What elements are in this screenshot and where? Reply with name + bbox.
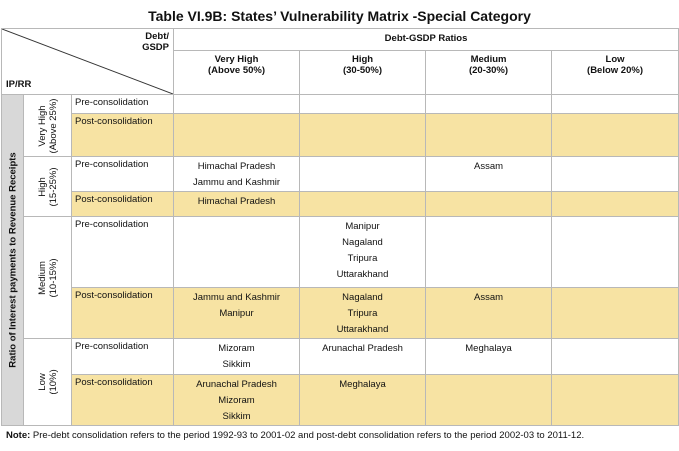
- cell: [552, 288, 679, 339]
- col-header-medium: [426, 51, 552, 95]
- cell-states: [174, 288, 300, 339]
- corner-header: [2, 29, 174, 95]
- group-label-text: [37, 98, 59, 153]
- col-header-label: High: [351, 54, 374, 65]
- stage-post: Post-consolidation: [72, 114, 174, 157]
- cell-states: [300, 339, 426, 375]
- col-header-range: (30-50%): [342, 65, 383, 76]
- group-label-text: [37, 258, 59, 297]
- cell: [552, 375, 679, 426]
- stage-pre: Pre-consolidation: [72, 157, 174, 192]
- state-name: Mizoram: [218, 395, 255, 406]
- group-label-medium: [24, 217, 72, 339]
- state-name: Uttarakhand: [336, 324, 389, 335]
- cell-states: [426, 339, 552, 375]
- group-label-line2: (10-15%): [47, 257, 59, 298]
- stage-post: Post-consolidation: [72, 288, 174, 339]
- col-header-label: Medium: [470, 54, 507, 65]
- corner-debt-gsdp-label: [142, 31, 169, 53]
- state-name: Tripura: [347, 308, 378, 319]
- corner-ip-rr-label: IP/RR: [6, 79, 32, 90]
- group-label-very-high: [24, 95, 72, 157]
- cell: [426, 375, 552, 426]
- cell-states: [300, 375, 426, 426]
- group-label-line2: (15-25%): [47, 166, 59, 207]
- state-name: Sikkim: [222, 359, 251, 370]
- row-axis-label-cell: [2, 95, 24, 426]
- state-name: Himachal Pradesh: [197, 161, 276, 172]
- cell: [426, 95, 552, 114]
- cell: [552, 217, 679, 288]
- col-header-very-high: [174, 51, 300, 95]
- col-header-range: (Below 20%): [587, 65, 643, 76]
- note-text: Pre-debt consolidation refers to the period 1992-93 to 2001-02 and post-debt consolidation refers to the period 2002-03 to 2011-12.: [32, 430, 585, 441]
- corner-top-line1: Debt/: [145, 31, 170, 42]
- stage-post: Post-consolidation: [72, 192, 174, 217]
- state-name: Manipur: [345, 221, 380, 232]
- state-name: Nagaland: [342, 237, 383, 248]
- stage-pre: Pre-consolidation: [72, 95, 174, 114]
- stage-pre: Pre-consolidation: [72, 339, 174, 375]
- group-label-line1: Low: [36, 373, 48, 391]
- state-name: Tripura: [347, 253, 378, 264]
- table-title: Table VI.9B: States’ Vulnerability Matrix -Special Category: [148, 8, 531, 24]
- cell-states: [426, 288, 552, 339]
- col-header-range: (Above 50%): [208, 65, 266, 76]
- col-header-high: [300, 51, 426, 95]
- group-label-line1: High: [36, 176, 48, 197]
- state-name: Arunachal Pradesh: [322, 343, 403, 354]
- cell: [552, 339, 679, 375]
- cell: [552, 192, 679, 217]
- state-name: Arunachal Pradesh: [196, 379, 277, 390]
- group-label-text: [37, 369, 59, 394]
- col-header-range: (20-30%): [468, 65, 509, 76]
- cell: [174, 95, 300, 114]
- cell: [426, 114, 552, 157]
- col-header-label: Low: [605, 54, 625, 65]
- vulnerability-matrix-table: [1, 28, 679, 426]
- col-header-low: [552, 51, 679, 95]
- cell-states: [174, 192, 300, 217]
- group-label-line2: (10%): [47, 369, 59, 395]
- cell-states: [300, 217, 426, 288]
- cell: [300, 157, 426, 192]
- state-name: Mizoram: [218, 343, 255, 354]
- note-label: Note:: [6, 430, 31, 441]
- group-label-line2: (Above 25%): [47, 98, 59, 153]
- state-name: Nagaland: [342, 292, 383, 303]
- group-label-high: [24, 157, 72, 217]
- cell: [552, 95, 679, 114]
- state-name: Meghalaya: [339, 379, 386, 390]
- state-name: Himachal Pradesh: [197, 196, 276, 207]
- cell-states: [300, 288, 426, 339]
- state-name: Jammu and Kashmir: [192, 177, 281, 188]
- cell: [552, 114, 679, 157]
- cell-states: [174, 339, 300, 375]
- corner-top-line2: GSDP: [142, 42, 170, 53]
- cell: [174, 217, 300, 288]
- state-name: Assam: [473, 292, 504, 303]
- cell: [426, 192, 552, 217]
- state-name: Jammu and Kashmir: [192, 292, 281, 303]
- cell: [426, 217, 552, 288]
- table-note: [6, 430, 678, 442]
- state-name: Sikkim: [222, 411, 251, 422]
- group-label-line1: Very High: [36, 104, 48, 147]
- cell-states: [174, 375, 300, 426]
- cell-states: [174, 157, 300, 192]
- row-axis-label: Ratio of Interest payments to Revenue Receipts: [7, 152, 18, 368]
- group-label-line1: Medium: [36, 260, 48, 295]
- cell: [300, 192, 426, 217]
- state-name: Manipur: [219, 308, 254, 319]
- col-header-label: Very High: [214, 54, 259, 65]
- debt-gsdp-ratios-header: Debt-GSDP Ratios: [174, 29, 679, 51]
- state-name: Meghalaya: [465, 343, 512, 354]
- cell: [552, 157, 679, 192]
- cell: [300, 114, 426, 157]
- stage-post: Post-consolidation: [72, 375, 174, 426]
- group-label-low: [24, 339, 72, 426]
- cell-states: [426, 157, 552, 192]
- cell: [174, 114, 300, 157]
- state-name: Assam: [473, 161, 504, 172]
- group-label-text: [37, 167, 59, 206]
- state-name: Uttarakhand: [336, 269, 389, 280]
- cell: [300, 95, 426, 114]
- stage-pre: Pre-consolidation: [72, 217, 174, 288]
